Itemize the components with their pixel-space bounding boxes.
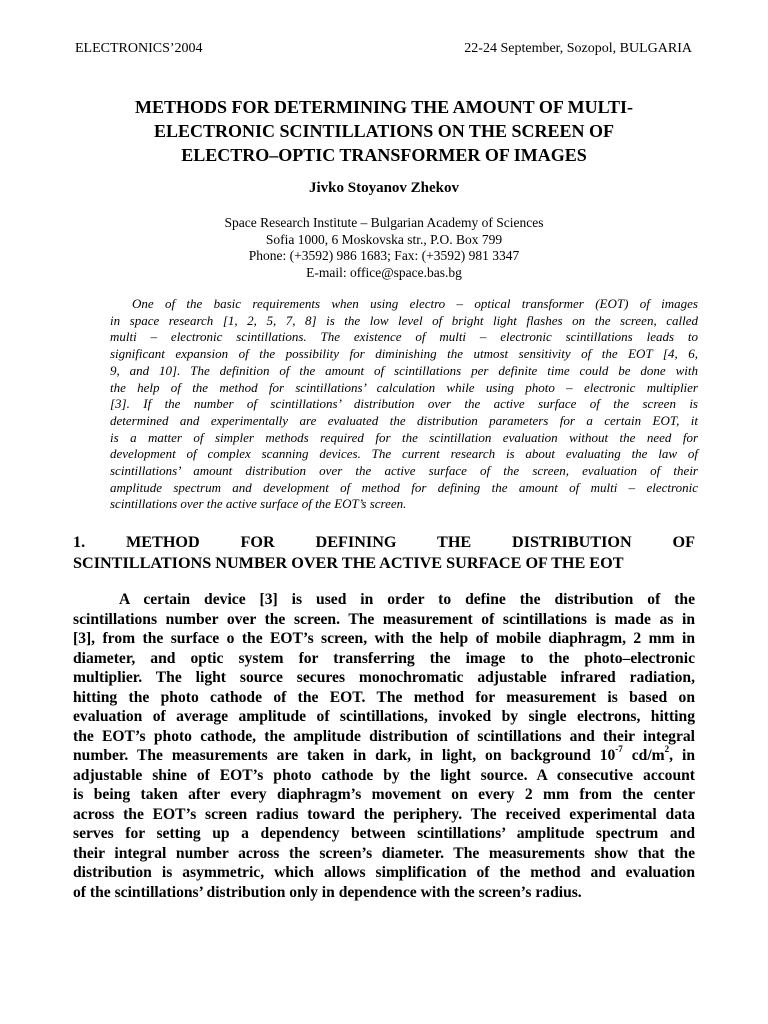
abstract-line: amplitude spectrum and development of method for defining the amount of multi – electronic (110, 479, 698, 495)
body-line: their integral number across the screen’s diameter. The measurements show that the (73, 844, 695, 862)
affiliation-block (70, 215, 698, 281)
body-line: diameter, and optic system for transferring the image to the photo–electronic (73, 649, 695, 667)
abstract-line: development of complex scanning devices. The current research is about evaluating the law of (110, 446, 698, 462)
title-line: ELECTRO–OPTIC TRANSFORMER OF IMAGES (181, 145, 587, 165)
abstract-line: is a matter of simpler methods required for the scintillation evaluation without the need for (110, 429, 698, 445)
abstract-line: scintillations’ amount distribution over the active surface of the screen, evaluation of their (110, 463, 698, 479)
body-line-with-units (73, 743, 695, 766)
section-heading-line: SCINTILLATIONS NUMBER OVER THE ACTIVE SURFACE OF THE EOT (73, 554, 624, 572)
abstract-line: significant expansion of the possibility for diminishing the utmost sensitivity of the EOT [4, 6, (110, 346, 698, 362)
body-line: [3], from the surface o the EOT’s screen, with the help of mobile diaphragm, 2 mm in (73, 630, 695, 647)
body-line: A certain device [3] is used in order to define the distribution of the (119, 591, 695, 608)
body-line: serves for setting up a dependency between scintillations’ amplitude spectrum and (73, 825, 695, 842)
body-paragraph (73, 590, 695, 902)
body-line-tail: , in (669, 747, 695, 764)
conference-date-location: 22-24 September, Sozopol, BULGARIA (464, 41, 692, 56)
section-heading (73, 532, 695, 574)
paper-title (70, 95, 698, 167)
section-heading-line: 1. METHOD FOR DEFINING THE DISTRIBUTION OF (73, 533, 695, 551)
abstract-line: [3]. If the number of scintillations’ distribution over the active surface of the screen is (110, 396, 698, 412)
abstract-line: determined and experimentally are evaluated the distribution parameters for a certain EOT, it (110, 412, 698, 428)
body-line: of the scintillations’ distribution only in dependence with the screen’s radius. (73, 883, 582, 901)
title-line: ELECTRONIC SCINTILLATIONS ON THE SCREEN OF (154, 121, 614, 141)
abstract-line: multi – electronic scintillations. The existence of multi – electronic scintillations leads to (110, 329, 698, 345)
affiliation-institute: Space Research Institute – Bulgarian Academy of Sciences (224, 215, 544, 230)
body-line-text: number. The measurements are taken in dark, in light, on background 10 (73, 747, 616, 764)
author-name: Jivko Stoyanov Zhekov (308, 180, 460, 196)
body-line: adjustable shine of EOT’s photo cathode by the light source. A consecutive account (73, 766, 695, 784)
abstract (110, 296, 698, 513)
body-line: scintillations number over the screen. The measurement of scintillations is made as in (73, 610, 695, 628)
affiliation-email: E-mail: office@space.bas.bg (306, 264, 462, 280)
affiliation-phone-fax: Phone: (+3592) 986 1683; Fax: (+3592) 981 3347 (248, 248, 520, 263)
body-line: distribution is asymmetric, which allows simplification of the method and evaluation (73, 864, 695, 881)
body-line: across the EOT’s screen radius toward the periphery. The received experimental data (73, 805, 695, 823)
unit-exponent: 2 (664, 743, 670, 754)
background-exponent: -7 (615, 743, 623, 754)
body-line: multiplier. The light source secures monochromatic adjustable infrared radiation, (73, 669, 695, 686)
affiliation-address: Sofia 1000, 6 Moskovska str., P.O. Box 799 (265, 231, 503, 247)
abstract-line: the help of the method for scintillations’ calculation while using photo – electronic multiplier (110, 379, 698, 395)
body-line: is being taken after every diaphragm’s movement on every 2 mm from the center (73, 786, 695, 803)
abstract-line: 9, and 10]. The definition of the amount of scintillations per definite time could be done with (110, 362, 698, 378)
body-line: hitting the photo cathode of the EOT. The method for measurement is based on (73, 688, 695, 706)
body-line: evaluation of average amplitude of scintillations, invoked by single electrons, hitting (73, 708, 695, 725)
abstract-line: One of the basic requirements when using electro – optical transformer (EOT) of images (132, 296, 698, 311)
conference-name: ELECTRONICS’2004 (75, 41, 203, 56)
abstract-line: scintillations over the active surface of the EOT’s screen. (110, 496, 407, 512)
abstract-line: in space research [1, 2, 5, 7, 8] is the low level of bright light flashes on the screen, called (110, 312, 698, 328)
background-unit: cd/m (622, 747, 665, 764)
body-line: the EOT’s photo cathode, the amplitude distribution of scintillations and their integral (73, 727, 695, 745)
title-line: METHODS FOR DETERMINING THE AMOUNT OF MULTI- (134, 97, 634, 117)
